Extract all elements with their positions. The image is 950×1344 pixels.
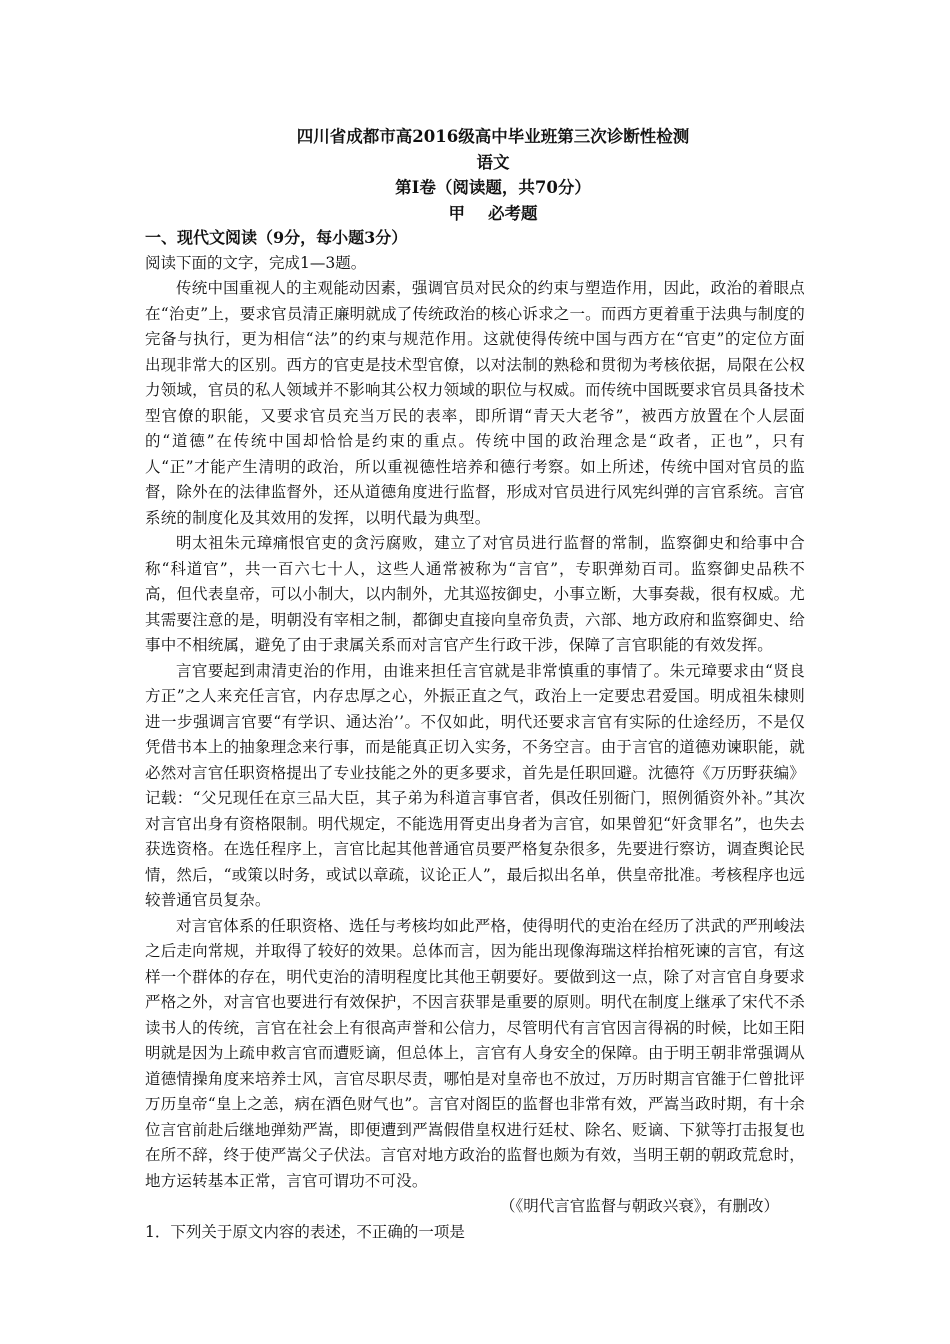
passage-paragraph-4: 对言官体系的任职资格、选任与考核均如此严格，使得明代的吏治在经历了洪武的严刑峻法之后走向常规，并取得了较好的效果。总体而言，因为能出现像海瑞这样抬棺死谏的言官，有这样一个群体的存在，明代吏治的清明程度比其他王朝要好。要做到这一点，除了对言官自身要求严格之外，对言官也要进行有效保护，不因言获罪是重要的原则。明代在制度上继承了宋代不杀读书人的传统，言官在社会上有很高声誉和公信力，尽管明代有言官因言得祸的时候，比如王阳明就是因为上疏申救言官而遭贬谪，但总体上，言官有人身安全的保障。由于明王朝非常强调从道德情操角度来培养士风，言官尽职尽责，哪怕是对皇帝也不放过，万历时期言官雒于仁曾批评万历皇帝“皇上之恙，病在酒色财气也”。言官对阁臣的监督也非常有效，严嵩当政时期，有十余位言官前赴后继地弹劾严嵩，即便遭到严嵩假借皇权进行廷杖、除名、贬谪、下狱等打击报复也在所不辞，终于使严嵩父子伏法。言官对地方政治的监督也颇为有效，当明王朝的朝政荒怠时，地方运转基本正常，言官可谓功不可没。 — [145, 916, 805, 1190]
passage-paragraph-2: 明太祖朱元璋痛恨官吏的贪污腐败，建立了对官员进行监督的常制，监察御史和给事中合称“科道官”，共一百六七十人，这些人通常被称为“言官”，专职弹劾百司。监察御史品秩不高，但代表皇帝，可以小制大，以内制外，尤其巡按御史，小事立断，大事奏裁，很有权威。尤其需要注意的是，明朝没有宰相之制，都御史直接向皇帝负责，六部、地方政府和监察御史、给事中不相统属，避免了由于隶属关系而对言官产生行政干涉，保障了言官职能的有效发挥。 — [145, 534, 805, 654]
main-content — [145, 225, 805, 1245]
title-block — [0, 124, 950, 226]
part-title: 甲 必考题 — [448, 203, 538, 223]
volume-title: 第Ⅰ卷（阅读题，共70分） — [395, 178, 591, 197]
section-instruction: 阅读下面的文字，完成1—3题。 — [145, 253, 367, 272]
subject-title: 语文 — [476, 152, 510, 172]
section-heading: 一、现代文阅读（9分，每小题3分） — [145, 228, 408, 247]
passage-source: （《明代言官监督与朝政兴衰》，有删改） — [499, 1197, 779, 1215]
question-1: 1．下列关于原文内容的表述，不正确的一项是 — [145, 1222, 465, 1241]
passage-paragraph-3: 言官要起到肃清吏治的作用，由谁来担任言官就是非常慎重的事情了。朱元璋要求由“贤良方正”之人来充任言官，内存忠厚之心，外振正直之气，政治上一定要忠君爱国。明成祖朱棣则进一步强调言官要“有学识、通达治’’。不仅如此，明代还要求言官有实际的仕途经历，不是仅凭借书本上的抽象理念来行事，而是能真正切入实务，不务空言。由于言官的道德劝谏职能，就必然对言官任职资格提出了专业技能之外的更多要求，首先是任职回避。沈德符《万历野获编》记载：“父兄现任在京三品大臣，其子弟为科道言事官者，俱改任别衙门，照例循资外补。”其次对言官出身有资格限制。明代规定，不能选用胥吏出身者为言官，如果曾犯“奸贪罪名”，也失去获选资格。在选任程序上，言官比起其他普通官员要严格复杂很多，先要进行察访，调查舆论民情，然后，“或策以时务，或试以章疏，议论正人”，最后拟出名单，供皇帝批准。考核程序也远较普通官员复杂。 — [145, 661, 805, 909]
exam-title: 四川省成都市高2016级高中毕业班第三次诊断性检测 — [296, 127, 690, 146]
passage-paragraph-1: 传统中国重视人的主观能动因素，强调官员对民众的约束与塑造作用，因此，政治的着眼点在“治吏”上，要求官员清正廉明就成了传统政治的核心诉求之一。而西方更着重于法典与制度的完备与执行，更为相信“法”的约束与规范作用。这就使得传统中国与西方在“官吏”的定位方面出现非常大的区别。西方的官吏是技术型官僚，以对法制的熟稔和贯彻为考核依据，局限在公权力领域，官员的私人领域并不影响其公权力领域的职位与权威。而传统中国既要求官员具备技术型官僚的职能，又要求官员充当万民的表率，即所谓“青天大老爷”，被西方放置在个人层面的“道德”在传统中国却恰恰是约束的重点。传统中国的政治理念是“政者，正也”，只有人“正”才能产生清明的政治，所以重视德性培养和德行考察。如上所述，传统中国对官员的监督，除外在的法律监督外，还从道德角度进行监督，形成对官员进行风宪纠弹的言官系统。言官系统的制度化及其效用的发挥，以明代最为典型。 — [145, 279, 805, 527]
